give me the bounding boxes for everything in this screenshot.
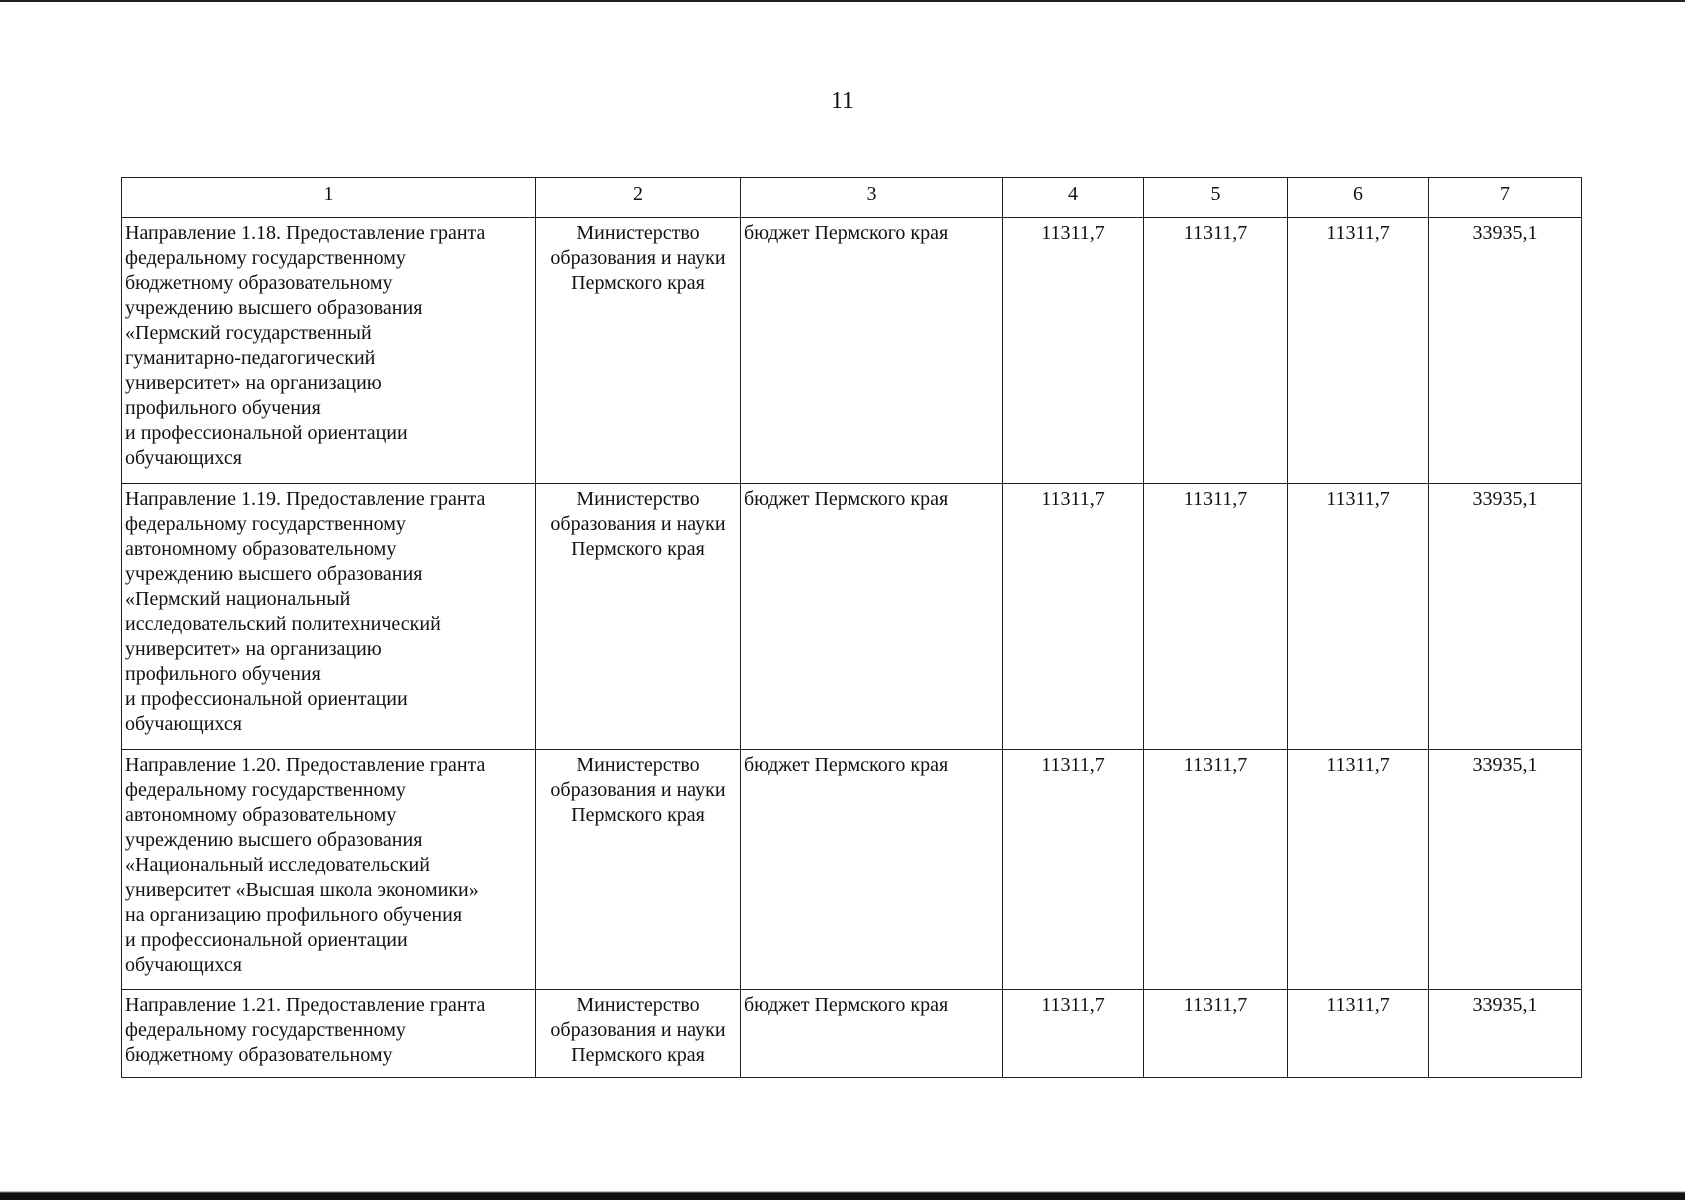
column-header-4: 4 [1003, 178, 1144, 218]
value-col-6: 11311,7 [1288, 218, 1429, 484]
table-header-row [122, 178, 1582, 218]
funding-source: бюджет Пермского края [741, 990, 1003, 1078]
value-col-6: 11311,7 [1288, 990, 1429, 1078]
scan-edge-bottom [0, 1190, 1685, 1200]
table-row [122, 990, 1582, 1078]
value-col-4: 11311,7 [1003, 750, 1144, 990]
value-col-4: 11311,7 [1003, 990, 1144, 1078]
funding-source: бюджет Пермского края [741, 484, 1003, 750]
value-col-7-total: 33935,1 [1429, 750, 1582, 990]
direction-description: Направление 1.18. Предоставление гранта федеральному государственному бюджетному образовательному учреждению высшего образования «Пермский государственный гуманитарно-педагогический университет» на организацию профильного обучения и профессиональной ориентации обучающихся [122, 218, 536, 484]
table-row [122, 218, 1582, 484]
value-col-4: 11311,7 [1003, 218, 1144, 484]
column-header-2: 2 [536, 178, 741, 218]
value-col-4: 11311,7 [1003, 484, 1144, 750]
page-number: 11 [830, 88, 855, 114]
value-col-6: 11311,7 [1288, 484, 1429, 750]
value-col-7-total: 33935,1 [1429, 218, 1582, 484]
funding-table [121, 177, 1582, 1078]
column-header-3: 3 [741, 178, 1003, 218]
value-col-5: 11311,7 [1144, 484, 1288, 750]
funding-source: бюджет Пермского края [741, 750, 1003, 990]
funding-source: бюджет Пермского края [741, 218, 1003, 484]
responsible-executor: Министерство образования и науки Пермского края [536, 990, 741, 1078]
direction-description: Направление 1.19. Предоставление гранта федеральному государственному автономному образовательному учреждению высшего образования «Пермский национальный исследовательский политехнический университет» на организацию профильного обучения и профессиональной ориентации обучающихся [122, 484, 536, 750]
value-col-7-total: 33935,1 [1429, 484, 1582, 750]
direction-description: Направление 1.21. Предоставление гранта федеральному государственному бюджетному образовательному [122, 990, 536, 1078]
table-row [122, 750, 1582, 990]
column-header-6: 6 [1288, 178, 1429, 218]
value-col-7-total: 33935,1 [1429, 990, 1582, 1078]
column-header-7: 7 [1429, 178, 1582, 218]
column-header-1: 1 [122, 178, 536, 218]
value-col-5: 11311,7 [1144, 750, 1288, 990]
column-header-5: 5 [1144, 178, 1288, 218]
direction-description: Направление 1.20. Предоставление гранта федеральному государственному автономному образовательному учреждению высшего образования «Национальный исследовательский университет «Высшая школа экономики» на организацию профильного обучения и профессиональной ориентации обучающихся [122, 750, 536, 990]
value-col-5: 11311,7 [1144, 218, 1288, 484]
table-row [122, 484, 1582, 750]
value-col-6: 11311,7 [1288, 750, 1429, 990]
value-col-5: 11311,7 [1144, 990, 1288, 1078]
responsible-executor: Министерство образования и науки Пермского края [536, 484, 741, 750]
scan-edge-top [0, 0, 1685, 2]
responsible-executor: Министерство образования и науки Пермского края [536, 750, 741, 990]
responsible-executor: Министерство образования и науки Пермского края [536, 218, 741, 484]
